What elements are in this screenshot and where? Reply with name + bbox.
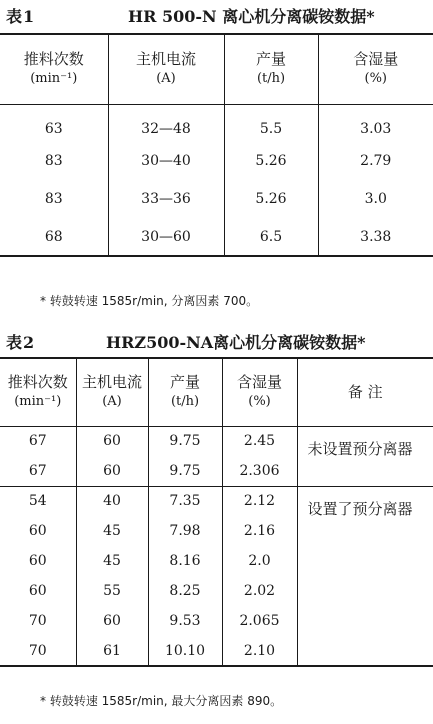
table2-cell: 45 [76,516,148,546]
table2-cell: 60 [76,456,148,486]
table2-caption [0,326,433,354]
table2-cell: 55 [76,576,148,606]
table-row [0,142,433,180]
table-row [0,104,433,142]
table1-cell: 83 [0,180,108,218]
table2-header-moisture: 含湿量 (%) [222,358,297,426]
table1-cell: 3.38 [360,228,392,245]
table-row [0,180,433,218]
table1-header-output: 产量 (t/h) [224,34,318,104]
table2-cell: 2.45 [222,426,297,456]
table1-header-push-rate: 推料次数 (min⁻¹) [0,34,108,104]
table2-cell: 61 [76,636,148,666]
table1-cell: 5.26 [224,142,318,180]
table-row [0,486,433,516]
table2-cell: 67 [0,456,76,486]
table1-number: 表1 [6,7,36,26]
table1-cell: 5.26 [224,180,318,218]
table-row [0,218,433,256]
table2-cell: 60 [0,546,76,576]
table2-cell: 2.306 [222,456,297,486]
table2-cell: 10.10 [148,636,222,666]
table1-cell: 5.5 [224,104,318,142]
table1-header-current: 主机电流 (A) [108,34,224,104]
table1-cell: 3.03 [360,121,392,138]
table2-cell: 2.10 [222,636,297,666]
table2-cell: 2.12 [222,486,297,516]
table2-cell: 7.35 [148,486,222,516]
table2-footnote: * 转鼓转速 1585r/min, 最大分离因素 890。 [40,694,283,708]
table2-cell: 7.98 [148,516,222,546]
table2-header-row [0,358,433,426]
table2-cell: 45 [76,546,148,576]
table2-remark-no-preseparator: 未设置预分离器 [297,426,433,486]
table1-footnote: * 转鼓转速 1585r/min, 分离因素 700。 [40,294,259,308]
table2-cell: 8.25 [148,576,222,606]
table1-header-row [0,34,433,104]
table2-cell: 60 [76,426,148,456]
table2-cell: 60 [76,606,148,636]
table2-cell: 70 [0,606,76,636]
table2-cell: 2.02 [222,576,297,606]
table2-header-push-rate: 推料次数 (min⁻¹) [0,358,76,426]
table2-cell: 2.16 [222,516,297,546]
table1 [0,33,433,257]
table2-cell: 9.75 [148,426,222,456]
table1-cell: 30—40 [108,142,224,180]
table2-cell: 9.75 [148,456,222,486]
table1-header-moisture: 含湿量 (%) [318,34,433,104]
table2-cell: 2.0 [222,546,297,576]
table2 [0,357,433,667]
table1-caption [0,0,433,28]
table1-cell: 63 [0,104,108,142]
table2-number: 表2 [6,333,36,352]
table2-cell: 60 [0,576,76,606]
table1-cell: 6.5 [224,218,318,256]
table1-cell: 30—60 [108,218,224,256]
table1-cell: 68 [0,218,108,256]
table2-header-current: 主机电流 (A) [76,358,148,426]
table1-cell: 2.79 [360,153,392,169]
table2-cell: 67 [0,426,76,456]
table2-cell: 40 [76,486,148,516]
table-row [0,426,433,456]
table2-cell: 54 [0,486,76,516]
table2-title: HRZ500-NA离心机分离碳铵数据* [106,333,366,352]
table2-cell: 60 [0,516,76,546]
table2-header-remarks: 备 注 [297,358,433,426]
table1-cell: 83 [0,142,108,180]
table2-cell: 9.53 [148,606,222,636]
table1-cell: 33—36 [108,180,224,218]
table2-cell: 2.065 [222,606,297,636]
table1-cell: 3.0 [364,191,387,207]
table2-header-output: 产量 (t/h) [148,358,222,426]
table2-cell: 8.16 [148,546,222,576]
table2-cell: 70 [0,636,76,666]
table1-cell: 32—48 [108,104,224,142]
table2-remark-with-preseparator: 设置了预分离器 [307,499,413,518]
table1-title: HR 500-N 离心机分离碳铵数据* [128,7,375,26]
